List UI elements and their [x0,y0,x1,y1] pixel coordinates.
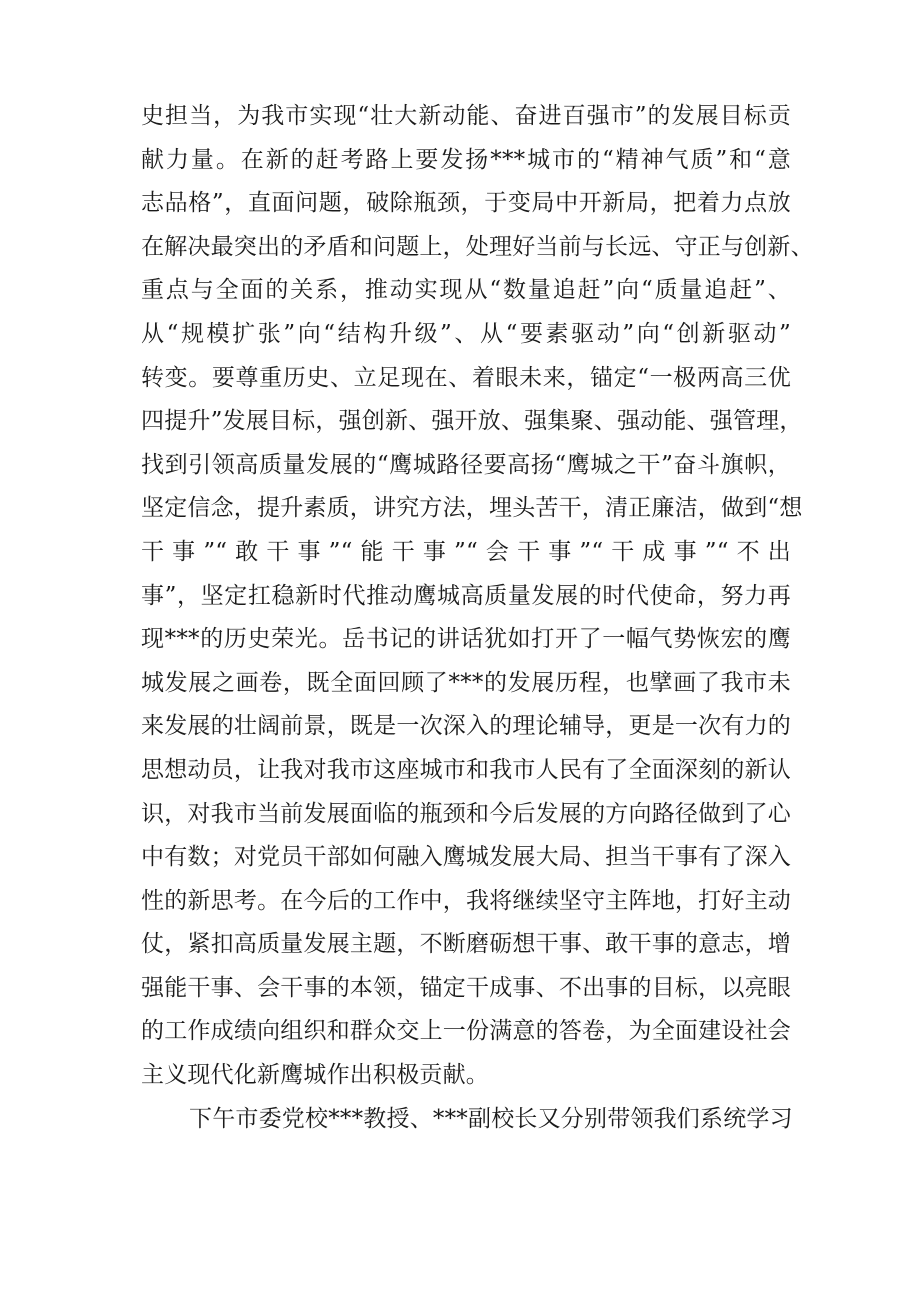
text-line: 从“规模扩张”向“结构升级”、从“要素驱动”向“创新驱动” [141,320,791,347]
text-line: 下午市委党校***教授、***副校长又分别带领我们系统学习 [189,1105,793,1132]
text-line: 史担当，为我市实现“壮大新动能、奋进百强市”的发展目标贡 [141,103,791,129]
text-line: 思想动员，让我对我市这座城市和我市人民有了全面深刻的新认 [141,756,791,783]
text-line: 重点与全面的关系，推动实现从“数量追赶”向“质量追赶”、 [141,277,791,304]
text-line: 性的新思考。在今后的工作中，我将继续坚守主阵地，打好主动 [141,887,791,914]
text-line: 仗，紧扣高质量发展主题，不断磨砺想干事、敢干事的意志，增 [141,931,791,958]
text-line: 来发展的壮阔前景，既是一次深入的理论辅导，更是一次有力的 [141,713,791,740]
text-line: 转变。要尊重历史、立足现在、着眼未来，锚定“一极两高三优 [141,364,791,391]
text-line: 的工作成绩向组织和群众交上一份满意的答卷，为全面建设社会 [141,1018,791,1045]
text-line: 识，对我市当前发展面临的瓶颈和今后发展的方向路径做到了心 [141,800,791,827]
text-line: 事”，坚定扛稳新时代推动鹰城高质量发展的时代使命，努力再 [141,582,791,609]
text-line: 干事”“敢干事”“能干事”“会干事”“干成事”“不出 [141,538,791,565]
text-line: 强能干事、会干事的本领，锚定干成事、不出事的目标，以亮眼 [141,974,791,1001]
text-line: 现***的历史荣光。岳书记的讲话犹如打开了一幅气势恢宏的鹰 [141,626,791,653]
paragraph [141,95,814,1098]
body-text [141,95,814,1141]
text-line: 在解决最突出的矛盾和问题上，处理好当前与长远、守正与创新、 [141,233,814,260]
text-line: 志品格”，直面问题，破除瓶颈，于变局中开新局，把着力点放 [141,190,791,217]
text-line: 四提升”发展目标，强创新、强开放、强集聚、强动能、强管理， [141,408,803,435]
paragraph [141,1098,791,1142]
text-line: 献力量。在新的赶考路上要发扬***城市的“精神气质”和“意 [141,146,791,173]
text-line: 坚定信念，提升素质，讲究方法，埋头苦干，清正廉洁，做到“想 [141,495,803,522]
text-line: 中有数；对党员干部如何融入鹰城发展大局、担当干事有了深入 [141,844,791,871]
text-line: 城发展之画卷，既全面回顾了***的发展历程，也擘画了我市未 [141,669,791,696]
text-line: 找到引领高质量发展的“鹰城路径要高扬“鹰城之干”奋斗旗帜， [141,451,791,478]
text-line: 主义现代化新鹰城作出积极贡献。 [141,1062,489,1089]
